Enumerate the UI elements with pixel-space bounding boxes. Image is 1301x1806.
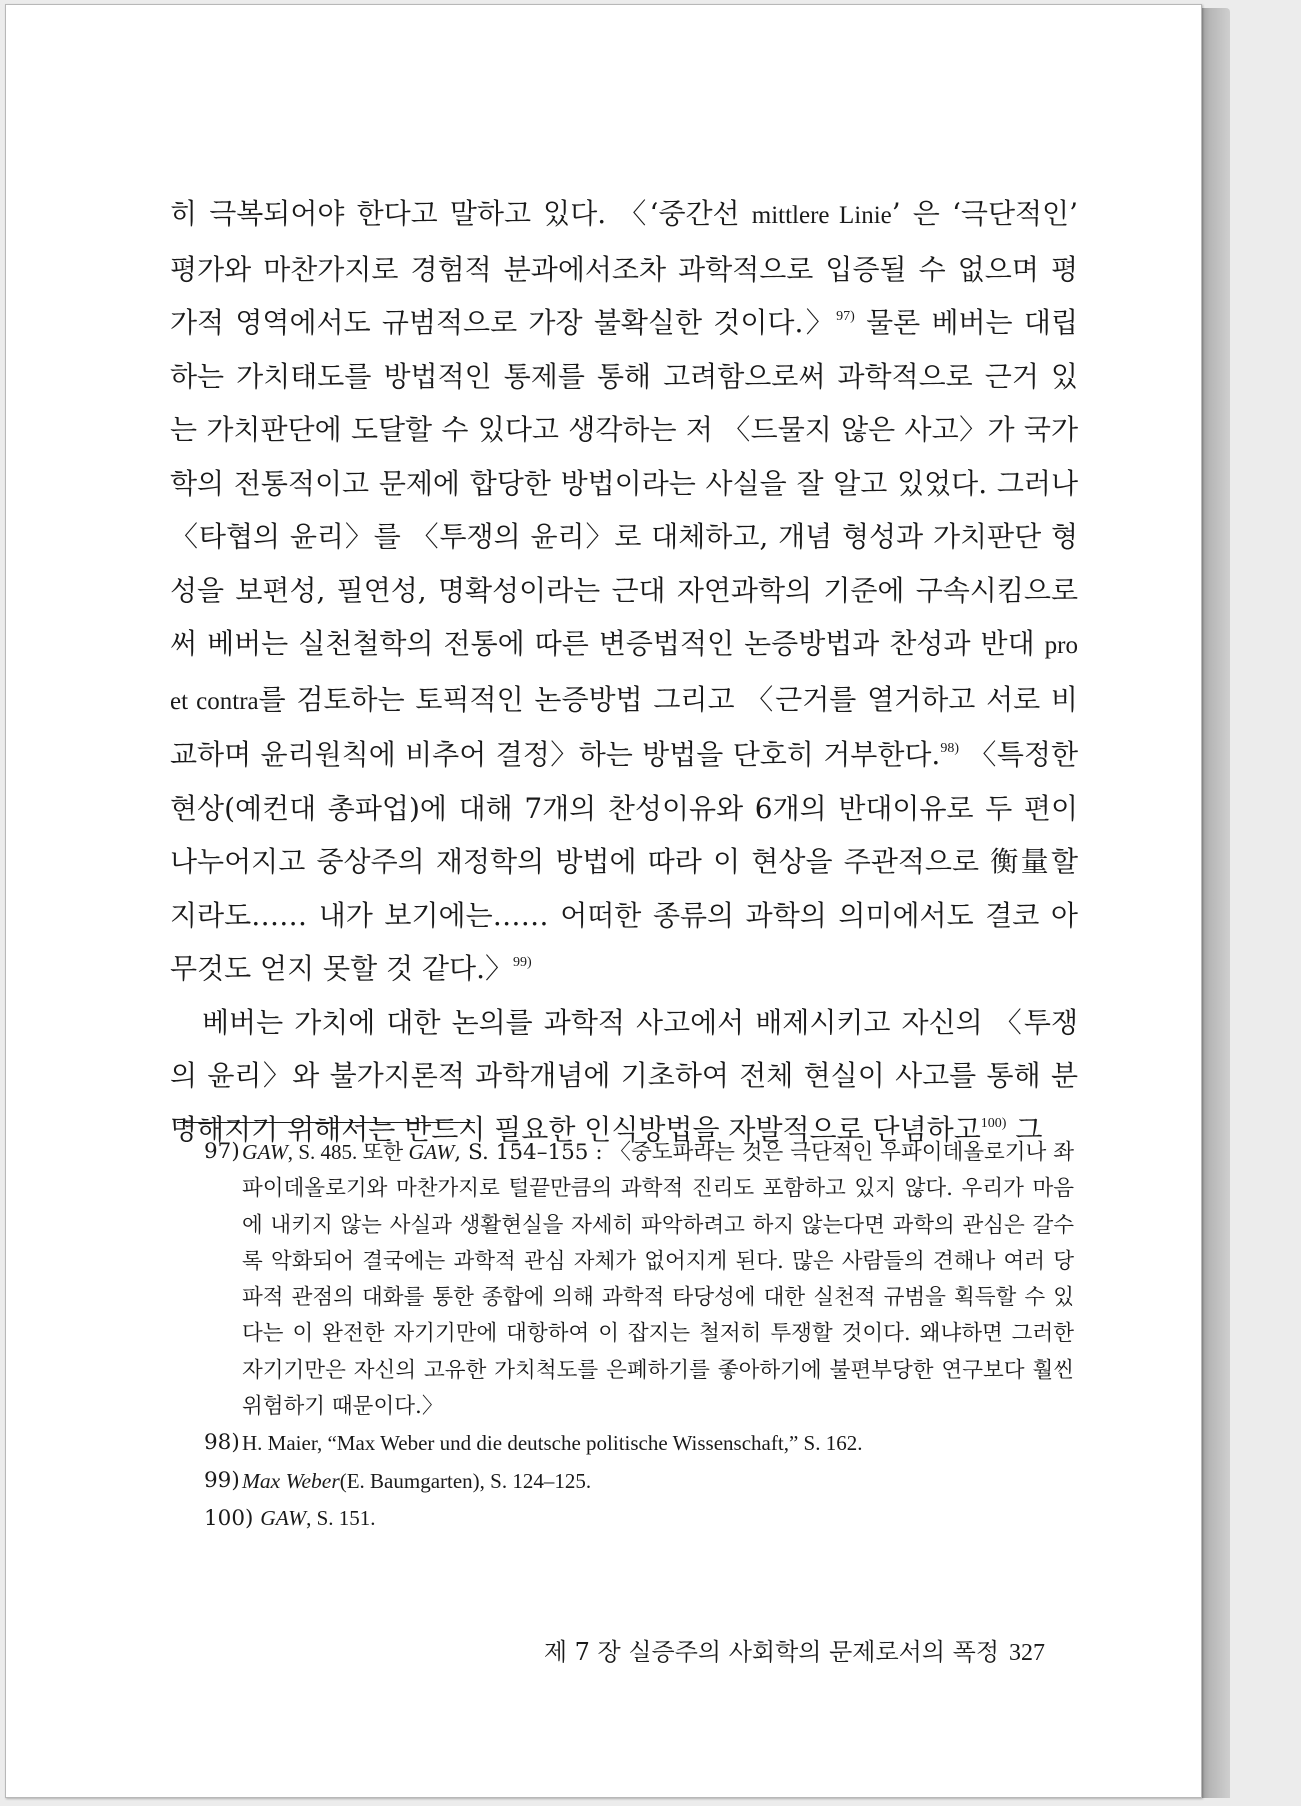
- p2-text-a: 베버는 가치에 대한 논의를 과학적 사고에서 배제시키고 자신의 〈투쟁의 윤리〉와 불가지론적 과학개념에 기초하여 전체 현실이 사고를 통해 분명해지기 위해서는 반드시 필요한 인식방법을 자발적으로 단념하고: [170, 1005, 1078, 1146]
- footnote-ref-title: Max Weber: [242, 1468, 340, 1493]
- footnote-ref-title: GAW: [242, 1140, 288, 1164]
- footnotes: [204, 1134, 1074, 1537]
- footnote-ref-98: 98): [940, 741, 959, 756]
- footnote-ref-97: 97): [836, 309, 855, 324]
- paragraph-2: [170, 996, 1078, 1157]
- footnote-number: 99): [204, 1467, 240, 1493]
- p1-text-a: 히 극복되어야 한다고 말하고 있다. 〈‘중간선: [170, 197, 752, 230]
- p2-text-b: 그: [1006, 1112, 1043, 1146]
- p1-latin-c: pro et contra: [170, 632, 1078, 715]
- footnote-ref-title: GAW: [408, 1140, 455, 1164]
- footnote-ref-99: 99): [512, 955, 532, 970]
- footnote-number: 100): [204, 1505, 254, 1531]
- chapter-title: 제 7 장 실증주의 사회학의 문제로서의 폭정: [543, 1638, 999, 1666]
- footnote-text: , S. 485. 또한: [287, 1140, 409, 1164]
- footnote-99: [204, 1463, 1074, 1500]
- p1-latin-a: mittlere Linie: [751, 202, 892, 229]
- paragraph-1: [170, 187, 1078, 996]
- book-page: [5, 4, 1202, 1798]
- footnote-97: [204, 1134, 1074, 1425]
- p1-text-e: 〈특정한 현상(예컨대 총파업)에 대해 7개의 찬성이유와 6개의 반대이유로 두 편이 나누어지고 중상주의 재정학의 방법에 따라 이 현상을 주관적으로 衡量할지라도…… 내가 보기에는…… 어떠한 종류의 과학의 의미에서도 결코 아무것도 얻지 못할 것 같다.〉: [170, 738, 1078, 985]
- page-number: 327: [1009, 1640, 1045, 1666]
- footnote-text: H. Maier, “Max Weber und die deutsche politische Wissenschaft,” S. 162.: [242, 1431, 863, 1456]
- footnote-divider: [177, 1122, 475, 1123]
- running-footer: [544, 1632, 1045, 1667]
- footnote-number: 97): [204, 1139, 240, 1164]
- footnote-text: , S. 151.: [306, 1505, 376, 1530]
- footnote-100: [204, 1500, 1074, 1537]
- main-text: [170, 187, 1078, 1156]
- footnote-number: 98): [204, 1430, 240, 1456]
- p1-text-c: 물론 베버는 대립하는 가치태도를 방법적인 통제를 통해 고려함으로써 과학적으로 근거 있는 가치판단에 도달할 수 있다고 생각하는 저 〈드물지 않은 사고〉가 국가학의 전통적이고 문제에 합당한 방법이라는 사실을 잘 알고 있었다. 그러나 〈타협의 윤리〉를 〈투쟁의 윤리〉로 대체하고, 개념 형성과 가치판단 형성을 보편성, 필연성, 명확성이라는 근대 자연과학의 기준에 구속시킴으로써 베버는 실천철학의 전통에 따른 변증법적인 논증방법과 찬성과 반대: [170, 306, 1078, 660]
- footnote-ref-100: 100): [980, 1115, 1007, 1131]
- footnote-ref-title: GAW: [260, 1505, 307, 1530]
- footnote-text: (E. Baumgarten), S. 124–125.: [339, 1468, 592, 1493]
- p1-text-d: 를 검토하는 토픽적인 논증방법 그리고 〈근거를 열거하고 서로 비교하며 윤리원칙에 비추어 결정〉하는 방법을 단호히 거부한다.: [170, 682, 1078, 771]
- p1-text-b: ’ 은 ‘극단적인’ 평가와 마찬가지로 경험적 분과에서조차 과학적으로 입증될 수 없으며 평가적 영역에서도 규범적으로 가장 불확실한 것이다.〉: [170, 197, 1078, 339]
- footnote-text: , S. 154–155 : 〈중도파라는 것은 극단적인 우파이데올로기나 좌파이데올로기와 마찬가지로 털끝만큼의 과학적 진리도 포함하고 있지 않다. 우리가 마음에 내키지 않는 사실과 생활현실을 자세히 파악하려고 하지 않는다면 과학의 관심은 갈수록 악화되어 결국에는 과학적 관심 자체가 없어지게 된다. 많은 사람들의 견해나 여러 당파적 관점의 대화를 통한 종합에 의해 과학적 타당성에 대한 실천적 규범을 획득할 수 있다는 이 완전한 자기기만에 대항하여 이 잡지는 철저히 투쟁할 것이다. 왜냐하면 그러한 자기기만은 자신의 고유한 가치척도를 은폐하기를 좋아하기에 불편부당한 연구보다 훨씬 위험하기 때문이다.〉: [242, 1140, 1074, 1420]
- footnote-98: [204, 1425, 1074, 1462]
